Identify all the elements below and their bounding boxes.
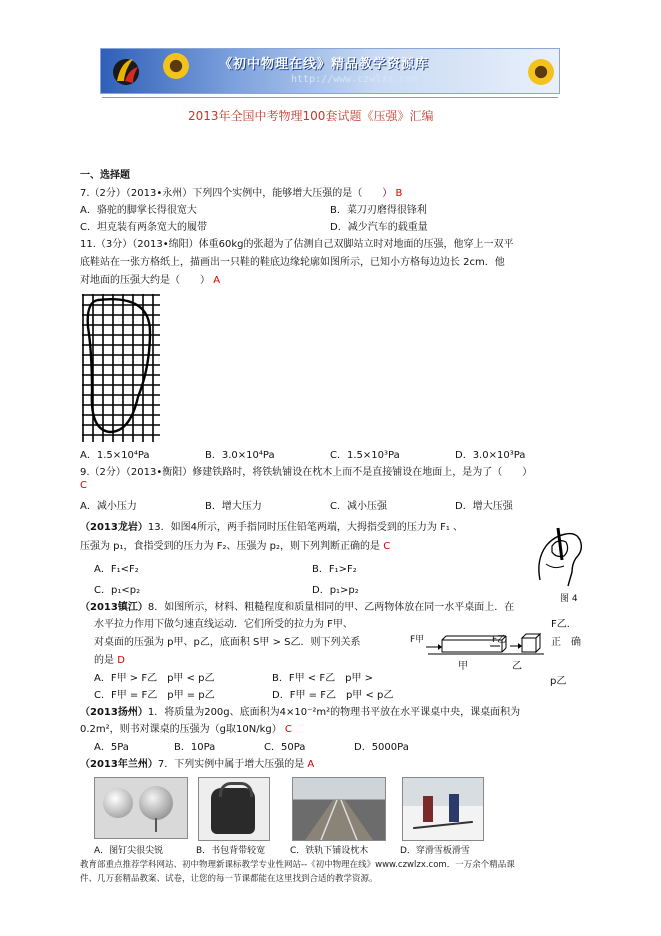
question-stem [80, 720, 292, 735]
option: C．50Pa [264, 742, 306, 753]
option: D．减少汽车的载重量 [330, 222, 428, 233]
option: B．3.0×10⁴Pa [205, 450, 275, 461]
option: A．F₁<F₂ [94, 564, 139, 575]
footer-line: 件、几万套精品教案、试卷，让您的每一节课都能在这里找到合适的教学资源。 [80, 874, 378, 884]
blocks-on-table-figure [408, 626, 546, 672]
shoe-outline-grid-figure [80, 292, 162, 444]
question-stem [80, 598, 514, 613]
sunflower-icon [161, 51, 191, 81]
q7-stem: 7.（2分）（2013•永州）下列四个实例中，能够增大压强的是（ ） [80, 188, 393, 199]
question-stem [80, 703, 520, 718]
option-fragment: p乙 [550, 676, 567, 687]
option: C．p₁<p₂ [94, 585, 141, 596]
force-label: F甲 [410, 635, 425, 645]
railway-photo [292, 777, 386, 841]
option: A．1.5×10⁴Pa [80, 450, 150, 461]
site-banner [100, 48, 560, 94]
q1-line1: 1．将质量为200g、底面积为4×10⁻²m²的物理书平放在水平课桌中央，课桌面积为 [147, 707, 521, 718]
option: B．菜刀刃磨得很锋利 [330, 205, 427, 216]
skiing-photo [402, 777, 484, 841]
answer-mark: D [117, 655, 125, 666]
question-stem [80, 518, 463, 533]
block-label: 甲 [458, 661, 468, 672]
q1-line2: 0.2m²，则书对课桌的压强为（g取10N/kg） [80, 724, 282, 735]
option: D．3.0×10³Pa [455, 450, 526, 461]
option: C．坦克装有两条宽大的履带 [80, 222, 207, 233]
sunflower-icon [526, 57, 556, 87]
q11-line3: 对地面的压强大约是（ ） [80, 275, 210, 286]
footer-line: 教育部重点推荐学科网站、初中物理新课标教学专业性网站--《初中物理在线》www.czwlzx.com．一万余个精品课 [80, 860, 515, 870]
photo-caption: C．铁轨下铺设枕木 [290, 846, 369, 856]
answer-mark: A [307, 759, 315, 770]
option: B．F₁>F₂ [312, 564, 357, 575]
banner-url[interactable]: http://www.czwlzx.com [291, 74, 418, 85]
hand-pencil-figure [532, 520, 588, 590]
option: C．1.5×10³Pa [330, 450, 400, 461]
question-stem: 对桌面的压强为 p甲、p乙，底面积 S甲 > S乙．则下列关系 [94, 637, 361, 648]
option: B．增大压力 [205, 501, 262, 512]
source-tag: （2013镇江） [80, 602, 148, 613]
q13-line2: 压强为 p₁，食指受到的压力为 F₂、压强为 p₂，则下列判断正确的是 [80, 541, 381, 552]
photo-caption: A．图钉尖很尖锐 [94, 846, 164, 856]
thumbtack-photo [94, 777, 188, 839]
question-stem [80, 271, 220, 286]
banner-divider [102, 97, 558, 98]
option: A．F甲 > F乙 p甲 < p乙 [94, 673, 215, 684]
option: D．5000Pa [354, 742, 409, 753]
photo-caption: B．书包背带较宽 [196, 846, 266, 856]
option: A．5Pa [94, 742, 129, 753]
answer-mark: A [213, 275, 221, 286]
right-fragment: 正 确 [551, 637, 581, 648]
option: A．减小压力 [80, 501, 137, 512]
q8-line1: 8．如图所示，材料、粗糙程度和质量相同的甲、乙两物体放在同一水平桌面上．在 [147, 602, 515, 613]
question-stem [80, 184, 402, 199]
force-label: F乙 [492, 635, 507, 645]
source-tag: （2013年兰州） [80, 759, 158, 770]
q7b-stem: 7．下列实例中属于增大压强的是 [157, 759, 305, 770]
answer-mark: C [80, 480, 87, 491]
q13-line1: 13．如图4所示，两手指同时压住铅笔两端，大拇指受到的压力为 F₁ 、 [147, 522, 464, 533]
question-stem: 11.（3分）（2013•绵阳）体重60kg的张超为了估测自己双脚站立时对地面的压强，他穿上一双平 [80, 239, 514, 250]
section-heading: 一、选择题 [80, 170, 130, 181]
answer-mark: C [284, 724, 292, 735]
answer-mark: B [395, 188, 403, 199]
source-tag: （2013扬州） [80, 707, 148, 718]
backpack-photo [198, 777, 270, 841]
answer-mark: C [383, 541, 391, 552]
question-stem [80, 537, 390, 552]
question-stem: 水平拉力作用下做匀速直线运动．它们所受的拉力为 F甲、 [94, 619, 353, 630]
photo-caption: D．穿滑雪板滑雪 [400, 846, 470, 856]
banner-title: 《初中物理在线》精品教学资源库 [219, 57, 430, 72]
page-title: 2013年全国中考物理100套试题《压强》汇编 [188, 109, 434, 123]
block-label: 乙 [512, 661, 522, 672]
option: C．减小压强 [330, 501, 387, 512]
option: D．F甲 = F乙 p甲 < p乙 [272, 690, 394, 701]
right-fragment: F乙． [551, 619, 577, 630]
option: D．增大压强 [455, 501, 513, 512]
option: D．p₁>p₂ [312, 585, 359, 596]
question-stem [94, 651, 125, 666]
option: B．F甲 < F乙 p甲 > [272, 673, 374, 684]
q8-line4: 的是 [94, 655, 114, 666]
option: A．骆驼的脚掌长得很宽大 [80, 205, 197, 216]
source-tag: （2013龙岩） [80, 522, 148, 533]
site-logo-icon [111, 55, 141, 87]
question-stem [80, 755, 314, 770]
option: C．F甲 = F乙 p甲 = p乙 [94, 690, 215, 701]
question-stem: 9.（2分）（2013•衡阳）修建铁路时，将铁轨铺设在枕木上而不是直接铺设在地面上，是为了（ ） [80, 467, 533, 478]
figure-label: 图 4 [560, 594, 578, 604]
question-stem: 底鞋站在一张方格纸上，描画出一只鞋的鞋底边缘轮廓如图所示，已知小方格每边边长 2cm．他 [80, 257, 505, 268]
option: B．10Pa [174, 742, 216, 753]
